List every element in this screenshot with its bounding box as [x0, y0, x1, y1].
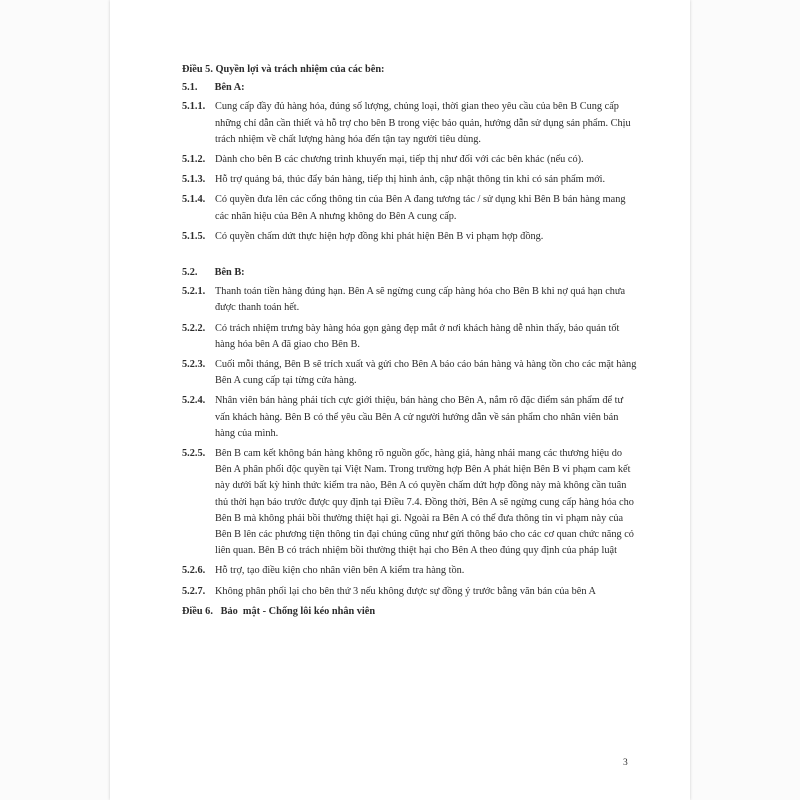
clause-5-2-2 [182, 321, 637, 353]
section-number: 5.1. [182, 82, 198, 94]
clause-number: 5.1.2. [182, 154, 206, 166]
article-5-heading: Điều 5. Quyền lợi và trách nhiệm của các bên: [182, 64, 385, 75]
document-page [110, 0, 690, 800]
clause-5-1-2 [182, 152, 637, 168]
clause-5-1-5 [182, 229, 637, 245]
clause-text: Bên B cam kết không bán hàng không rõ nguồn gốc, hàng giả, hàng nhái mang các thương hiệu do Bên A phân phối độc quyền tại Việt Nam. Trong trường hợp Bên A phát hiện Bên B vi phạm cam kết này dưới bất kỳ hình thức kiểm tra nào, Bên A có quyền chấm dứt hợp đồng này mà không cần tuân thủ thời hạn báo trước được quy định tại Điều 7.4. Đồng thời, Bên A sẽ ngừng cung cấp hàng hóa cho Bên B mà không phải bồi thường thiệt hại gì. Ngoài ra Bên A có thể đưa thông tin vi phạm này của Bên B lên các phương tiện thông tin đại chúng cũng như gửi thông báo cho các cơ quan chức năng có liên quan. Bên B có trách nhiệm bồi thường thiệt hại cho Bên A theo đúng quy định của pháp luật [215, 448, 634, 557]
section-number: 5.2. [182, 267, 198, 279]
clause-number: 5.2.2. [182, 322, 206, 334]
page-number: 3 [623, 758, 628, 768]
clause-5-2-6 [182, 563, 637, 579]
spacer [182, 249, 637, 265]
clause-number: 5.1.5. [182, 230, 206, 242]
page-content [182, 62, 637, 620]
clause-text: Có quyền đưa lên các cổng thông tin của Bên A đang tương tác / sử dụng khi Bên B bán hàng mang các nhãn hiệu của Bên A nhưng không do Bên A cung cấp. [215, 194, 626, 222]
clause-5-1-1 [182, 99, 637, 148]
clause-text: Không phân phối lại cho bên thứ 3 nếu không được sự đồng ý trước bằng văn bản của bên A [215, 585, 596, 597]
clause-5-2-1 [182, 284, 637, 316]
clause-text: Cung cấp đầy đủ hàng hóa, đúng số lượng, chủng loại, thời gian theo yêu cầu của bên B Cung cấp những chỉ dẫn cần thiết và hỗ trợ cho bên B trong việc bảo quản, hướng dẫn sử dụng sản phẩm. Chịu trách nhiệm về chất lượng hàng hóa đến tận tay người tiêu dùng. [215, 101, 631, 145]
clause-5-1-3 [182, 172, 637, 188]
clause-5-2-3 [182, 357, 637, 389]
section-title: Bên B: [214, 267, 245, 279]
clause-number: 5.1.4. [182, 194, 206, 206]
clause-text: Thanh toán tiền hàng đúng hạn. Bên A sẽ ngừng cung cấp hàng hóa cho Bên B khi nợ quá hạn chưa được thanh toán hết. [215, 286, 626, 314]
clause-number: 5.1.1. [182, 101, 206, 113]
clause-number: 5.1.3. [182, 174, 206, 186]
clause-text: Có quyền chấm dứt thực hiện hợp đồng khi phát hiện Bên B vi phạm hợp đồng. [215, 230, 544, 242]
clause-text: Có trách nhiệm trưng bày hàng hóa gọn gàng đẹp mắt ở nơi khách hàng dễ nhìn thấy, bảo quản tốt hàng hóa bên A đã giao cho Bên B. [215, 322, 620, 350]
clause-number: 5.2.5. [182, 448, 206, 460]
article-6-heading: Điều 6. Bảo mật - Chống lôi kéo nhân viên [182, 605, 376, 617]
section-title: Bên A: [214, 82, 245, 94]
clause-number: 5.2.3. [182, 359, 206, 371]
section-5-1-heading [182, 80, 637, 96]
clause-5-2-4 [182, 393, 637, 442]
clause-number: 5.2.7. [182, 585, 206, 597]
clause-5-1-4 [182, 192, 637, 224]
clause-number: 5.2.1. [182, 286, 206, 298]
clause-5-2-7 [182, 584, 637, 600]
clause-text: Dành cho bên B các chương trình khuyến mại, tiếp thị như đối với các bên khác (nếu có). [215, 154, 584, 166]
clause-text: Hỗ trợ, tạo điều kiện cho nhân viên bên A kiểm tra hàng tồn. [215, 565, 465, 577]
clause-text: Nhân viên bán hàng phải tích cực giới thiệu, bán hàng cho Bên A, nắm rõ đặc điểm sản phẩm để tư vấn khách hàng. Bên B có thể yêu cầu Bên A cử người hướng dẫn về sản phẩm cho nhân viên bán hàng của mình. [215, 395, 624, 439]
section-5-2-heading [182, 265, 637, 281]
clause-5-2-5 [182, 446, 637, 559]
clause-text: Cuối mỗi tháng, Bên B sẽ trích xuất và gửi cho Bên A báo cáo bán hàng và hàng tồn cho các mặt hàng Bên A cung cấp tại từng cửa hàng. [215, 359, 637, 387]
clause-text: Hỗ trợ quảng bá, thúc đẩy bán hàng, tiếp thị hình ảnh, cập nhật thông tin khi có sản phẩm mới. [215, 174, 606, 186]
clause-number: 5.2.6. [182, 565, 206, 577]
clause-number: 5.2.4. [182, 395, 206, 407]
